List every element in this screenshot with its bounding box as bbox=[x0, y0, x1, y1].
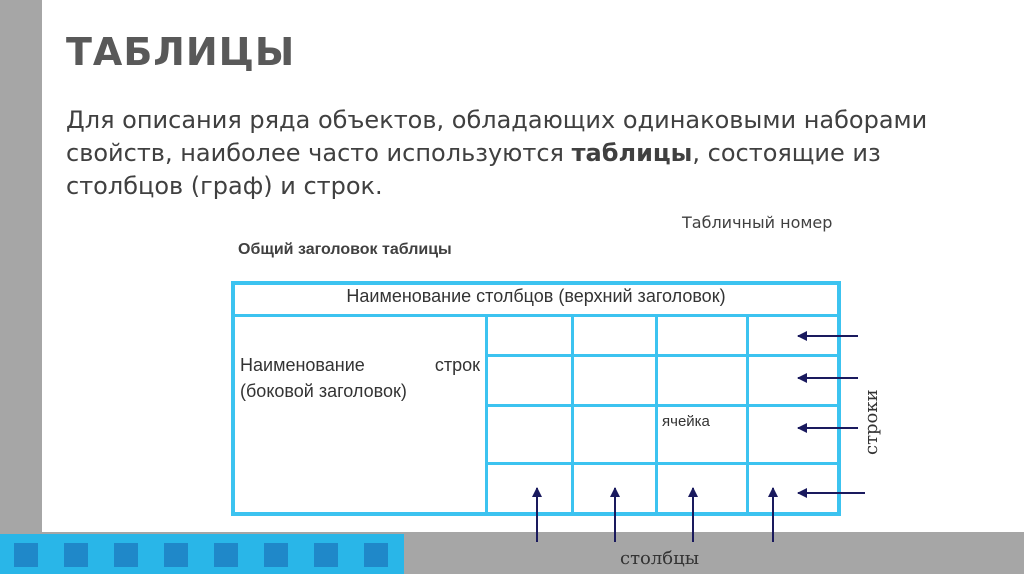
table-number-label: Табличный номер bbox=[682, 213, 833, 232]
row-header-line2: (боковой заголовок) bbox=[240, 381, 407, 401]
columns-label: столбцы bbox=[620, 548, 700, 569]
rows-label: строки bbox=[861, 389, 882, 455]
row-header-word2: строк bbox=[434, 355, 480, 375]
common-header-label: Общий заголовок таблицы bbox=[238, 241, 452, 258]
cell-label: ячейка bbox=[662, 413, 710, 430]
column-header-label: Наименование столбцов (верхний заголовок) bbox=[346, 286, 726, 306]
body-text-part1: Для описания ряда объектов, обладающих одинаковыми наборами свойств, наиболее часто используются bbox=[66, 106, 928, 167]
body-text-part2: , состоящие из столбцов (граф) и строк. bbox=[66, 139, 881, 200]
row-header-word1: Наименование bbox=[240, 355, 365, 375]
slide-title: ТАБЛИЦЫ bbox=[66, 30, 296, 74]
body-text-bold-term: таблицы bbox=[571, 139, 693, 167]
